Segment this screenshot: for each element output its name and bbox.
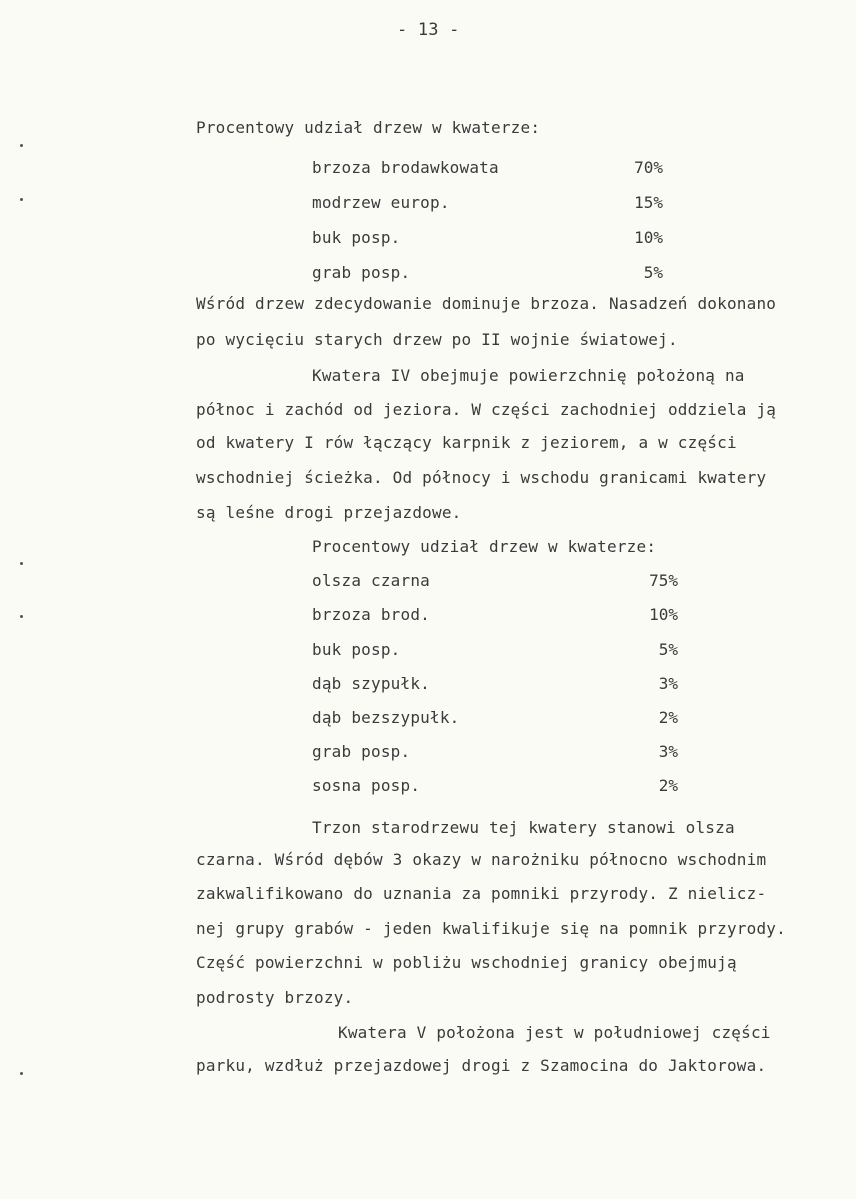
species-percent: 3% (658, 742, 678, 761)
species-percent: 15% (634, 193, 663, 212)
paragraph-line: północ i zachód od jeziora. W części zachodniej oddziela ją (196, 400, 777, 419)
species-percent: 5% (643, 263, 663, 282)
paragraph-line: wschodniej ścieżka. Od północy i wschodu granicami kwatery (196, 468, 767, 487)
species-name: olsza czarna (312, 571, 430, 590)
species-name: modrzew europ. (312, 193, 450, 212)
section1-heading: Procentowy udział drzew w kwaterze: (196, 118, 541, 137)
species-percent: 70% (634, 158, 663, 177)
margin-speck (20, 1072, 23, 1075)
species-name: brzoza brod. (312, 605, 430, 624)
paragraph-line: Kwatera IV obejmuje powierzchnię położoną na (312, 366, 745, 385)
species-percent: 2% (658, 776, 678, 795)
species-percent: 2% (658, 708, 678, 727)
species-name: buk posp. (312, 228, 401, 247)
paragraph-line: nej grupy grabów - jeden kwalifikuje się na pomnik przyrody. (196, 919, 786, 938)
species-name: grab posp. (312, 742, 411, 761)
margin-speck (20, 562, 23, 565)
species-name: buk posp. (312, 640, 401, 659)
species-percent: 3% (658, 674, 678, 693)
species-name: grab posp. (312, 263, 411, 282)
species-name: sosna posp. (312, 776, 421, 795)
species-percent: 10% (649, 605, 678, 624)
paragraph-line: podrosty brzozy. (196, 988, 354, 1007)
margin-speck (20, 144, 23, 147)
species-percent: 10% (634, 228, 663, 247)
paragraph-line: czarna. Wśród dębów 3 okazy w narożniku północno wschodnim (196, 850, 767, 869)
section2-heading: Procentowy udział drzew w kwaterze: (312, 537, 657, 556)
species-name: brzoza brodawkowata (312, 158, 499, 177)
paragraph-line: Kwatera V położona jest w południowej części (338, 1023, 771, 1042)
paragraph-line: od kwatery I rów łączący karpnik z jeziorem, a w części (196, 433, 737, 452)
paragraph-line: Część powierzchni w pobliżu wschodniej granicy obejmują (196, 953, 737, 972)
species-name: dąb szypułk. (312, 674, 430, 693)
paragraph-line: Trzon starodrzewu tej kwatery stanowi olsza (312, 818, 735, 837)
species-percent: 75% (649, 571, 678, 590)
margin-speck (20, 198, 23, 201)
paragraph-line: są leśne drogi przejazdowe. (196, 503, 462, 522)
paragraph-line: Wśród drzew zdecydowanie dominuje brzoza. Nasadzeń dokonano (196, 294, 777, 313)
margin-speck (20, 615, 23, 618)
paragraph-line: po wycięciu starych drzew po II wojnie światowej. (196, 330, 678, 349)
species-percent: 5% (658, 640, 678, 659)
page-number: - 13 - (397, 20, 460, 40)
species-name: dąb bezszypułk. (312, 708, 460, 727)
paragraph-line: zakwalifikowano do uznania za pomniki przyrody. Z nielicz- (196, 884, 767, 903)
paragraph-line: parku, wzdłuż przejazdowej drogi z Szamocina do Jaktorowa. (196, 1056, 767, 1075)
